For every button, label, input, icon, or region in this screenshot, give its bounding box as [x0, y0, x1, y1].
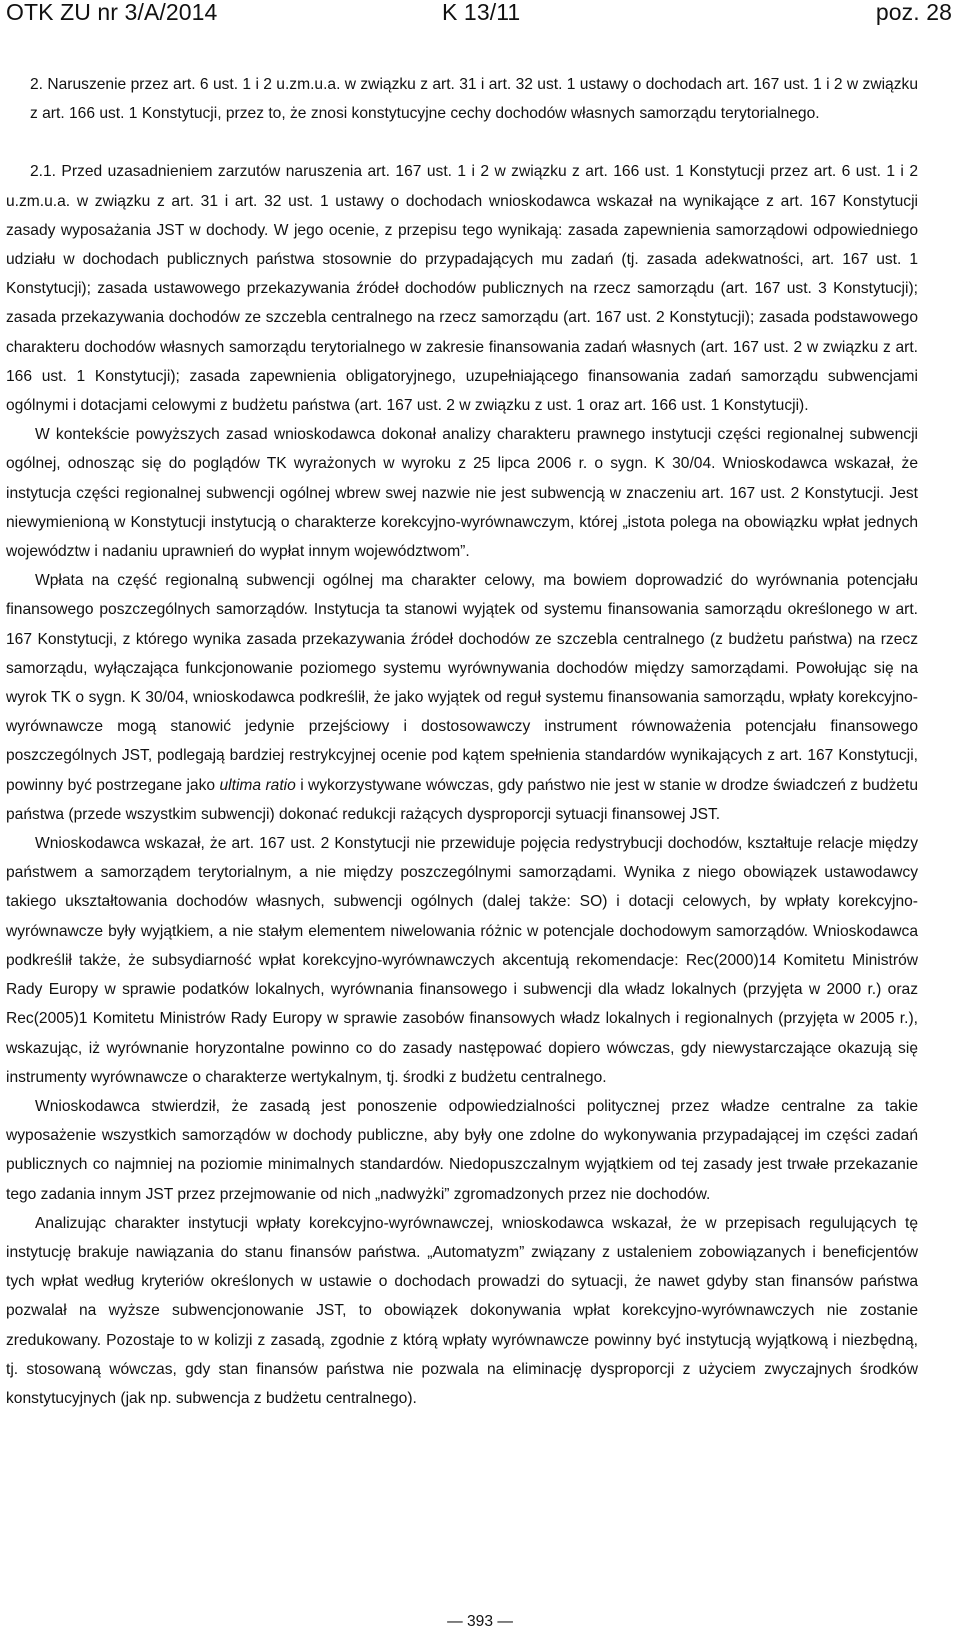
paragraph: Wnioskodawca wskazał, że art. 167 ust. 2 Konstytucji nie przewiduje pojęcia redystrybucji dochodów, kształtuje relacje między państwem a samorządem terytorialnym, a nie między poszczególnymi samorządami. Wynika z niego obowiązek ustawodawcy takiego ukształtowania dochodów własnych, subwencji ogólnych (dalej także: SO) i dotacji celowych, by wpłaty korekcyjno-wyrównawcze były wyjątkiem, a nie stałym elementem niwelowania różnic w potencjale dochodowym samorządów. Wnioskodawca podkreślił także, że subsydiarność wpłat korekcyjno-wyrównawczych akcentują rekomendacje: Rec(2000)14 Komitetu Ministrów Rady Europy w sprawie podatków lokalnych, wyrównania finansowego i subwencji dla władz lokalnych (przyjęta w 2000 r.) oraz Rec(2005)1 Komitetu Ministrów Rady Europy w sprawie zasobów finansowych władz lokalnych i regionalnych (przyjęta w 2005 r.), wskazując, iż wyrównanie horyzontalne powinno co do zasady następować dopiero wówczas, gdy niewystarczające okazują się instrumenty wyrównawcze o charakterze wertykalnym, tj. środki z budżetu centralnego. [6, 835, 918, 1086]
paragraph-text: i wykorzystywane wówczas, gdy państwo nie jest w stanie w drodze świadczeń z budżetu państwa (przede wszystkim subwencji) dokonać redukcji rażących dysproporcji sytuacji finansowej JST. [6, 776, 918, 823]
header-journal: OTK ZU nr 3/A/2014 [6, 0, 218, 25]
paragraph [6, 566, 918, 829]
paragraph: Wnioskodawca stwierdził, że zasadą jest ponoszenie odpowiedzialności politycznej przez władze centralne za takie wyposażenie wszystkich samorządów w dochody publiczne, aby były one zdolne do wykonywania przypadającej im części zadań publicznych co najmniej na poziomie minimalnych standardów. Niedopuszczalnym wyjątkiem od tej zasady jest trwałe przekazanie tego zadania innym JST przez przejmowanie od nich „nadwyżki” zgromadzonych przez nie dochodów. [6, 1097, 918, 1203]
paragraph-point-2-1: 2.1. Przed uzasadnieniem zarzutów naruszenia art. 167 ust. 1 i 2 w związku z art. 166 ust. 1 Konstytucji przez art. 6 ust. 1 i 2 u.zm.u.a. w związku z art. 31 i art. 32 ust. 1 ustawy o dochodach wnioskodawca wskazał na wynikające z art. 167 Konstytucji zasady wyposażania JST w dochody. W jego ocenie, z przepisu tego wynikają: zasada zapewnienia samorządowi odpowiedniego udziału w dochodach publicznych państwa stosownie do przypadających mu zadań (tj. zasada adekwatności, art. 167 ust. 1 Konstytucji); zasada ustawowego przekazywania źródeł dochodów publicznych na rzecz samorządu (art. 167 ust. 3 Konstytucji); zasada przekazywania dochodów ze szczebla centralnego na rzecz samorządu (art. 167 ust. 2 Konstytucji); zasada podstawowego charakteru dochodów własnych samorządu terytorialnego w zakresie finansowania zadań własnych (art. 167 ust. 2 w związku z art. 166 ust. 1 Konstytucji); zasada zapewnienia obligatoryjnego, uzupełniającego finansowania zadań samorządu subwencjami ogólnymi i dotacjami celowymi z budżetu państwa (art. 167 ust. 2 w związku z ust. 1 oraz art. 166 ust. 1 Konstytucji). [6, 163, 918, 415]
italic-phrase: ultima ratio [219, 776, 296, 794]
page-number: — 393 — [447, 1613, 513, 1630]
paragraph-text: Wpłata na część regionalną subwencji ogólnej ma charakter celowy, ma bowiem doprowadzić do wyrównania potencjału finansowego poszczególnych samorządów. Instytucja ta stanowi wyjątek od systemu finansowania samorządu określonego w art. 167 Konstytucji, z którego wynika zasada przekazywania źródeł dochodów ze szczebla centralnego (z budżetu państwa) na rzecz samorządu, wyłączająca funkcjonowanie poziomego systemu wyrównywania dochodów między samorządami. Powołując się na wyrok TK o sygn. K 30/04, wnioskodawca podkreślił, że jako wyjątek od reguł systemu finansowania samorządu, wpłaty korekcyjno-wyrównawcze mogą stanowić jedynie przejściowy i dostosowawczy instrument równoważenia potencjału finansowego poszczególnych JST, podlegają bardziej restrykcyjnej ocenie pod kątem spełnienia standardów wynikających z art. 167 Konstytucji, powinny być postrzegane jako [6, 572, 918, 794]
document-body [6, 70, 918, 1413]
paragraph: Analizując charakter instytucji wpłaty korekcyjno-wyrównawczej, wnioskodawca wskazał, że w przepisach regulujących tę instytucję brakuje nawiązania do stanu finansów państwa. „Automatyzm” związany z ustaleniem zobowiązanych i beneficjentów tych wpłat według kryteriów określonych w ustawie o dochodach prowadzi do sytuacji, że nawet gdyby stan finansów państwa pozwalał na wyższe subwencjonowanie JST, to obowiązek dokonywania wpłat korekcyjno-wyrównawczych nie zostanie zredukowany. Pozostaje to w kolizji z zasadą, zgodnie z którą wpłaty wyrównawcze powinny być instytucją wyjątkową i niezbędną, tj. stosowaną wówczas, gdy stan finansów państwa nie pozwala na eliminację dysproporcji z użyciem zwyczajnych środków konstytucyjnych (jak np. subwencja z budżetu centralnego). [6, 1214, 918, 1407]
header-position: poz. 28 [875, 0, 952, 25]
running-header [6, 0, 952, 30]
paragraph-gap [6, 128, 918, 157]
paragraph-point-2: 2. Naruszenie przez art. 6 ust. 1 i 2 u.zm.u.a. w związku z art. 31 i art. 32 ust. 1 ustawy o dochodach art. 167 ust. 1 i 2 w związku z art. 166 ust. 1 Konstytucji, przez to, że znosi konstytucyjne cechy dochodów własnych samorządu terytorialnego. [30, 76, 918, 123]
paragraph: W kontekście powyższych zasad wnioskodawca dokonał analizy charakteru prawnego instytucji części regionalnej subwencji ogólnej, odnosząc się do poglądów TK wyrażonych w wyroku z 25 lipca 2006 r. o sygn. K 30/04. Wnioskodawca wskazał, że instytucja części regionalnej subwencji ogólnej wbrew swej nazwie nie jest subwencją w znaczeniu art. 167 ust. 2 Konstytucji. Jest niewymienioną w Konstytucji instytucją o charakterze korekcyjno-wyrównawczym, której „istota polega na obowiązku wpłat jednych województw i nadaniu uprawnień do wypłat innym województwom”. [6, 426, 918, 561]
header-case-number: K 13/11 [442, 0, 521, 25]
